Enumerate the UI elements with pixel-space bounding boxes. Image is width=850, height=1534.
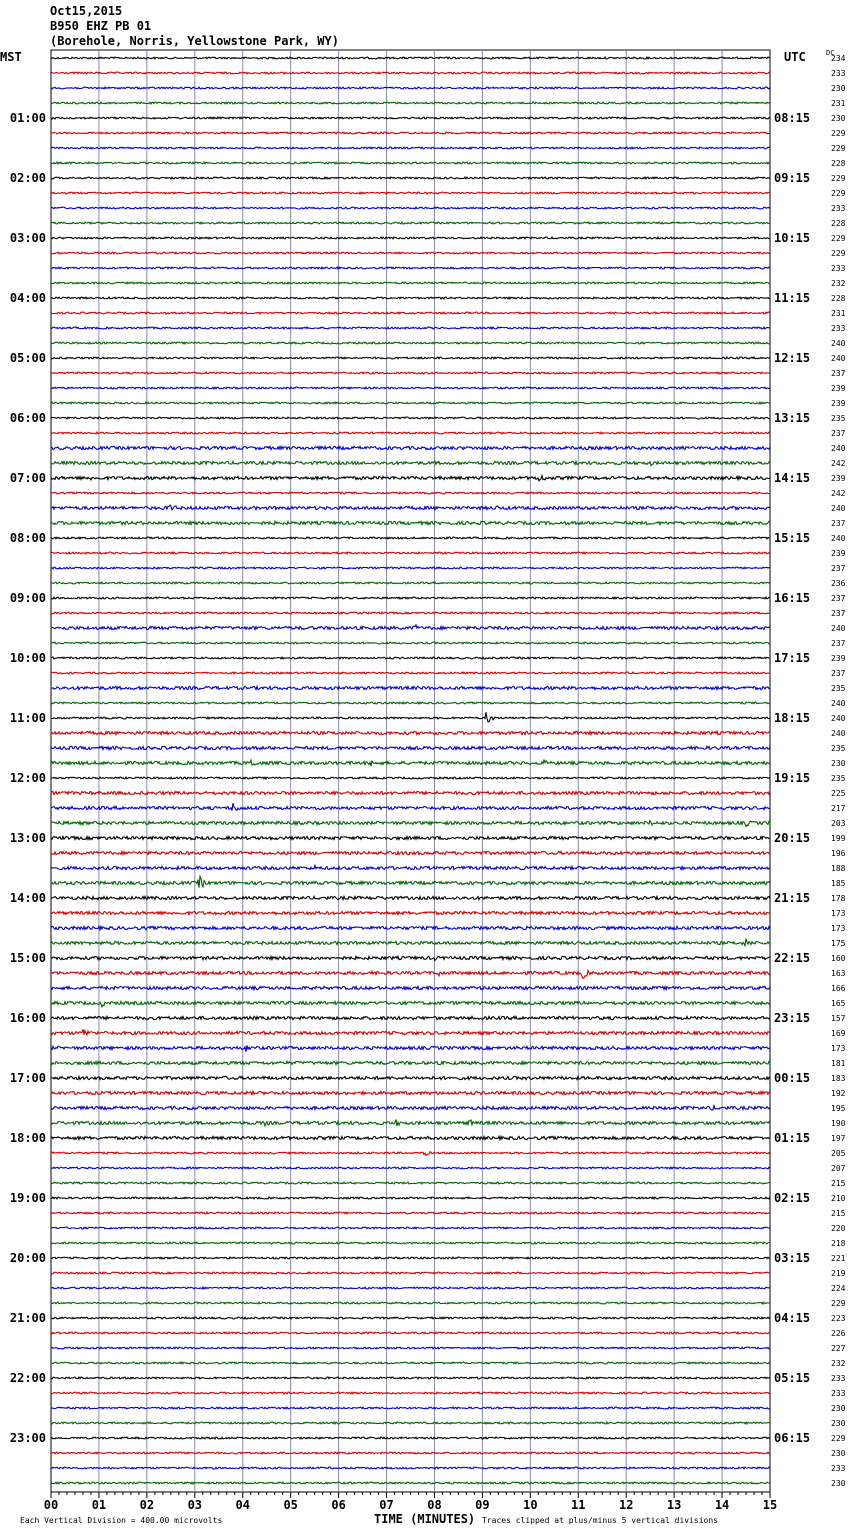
dc-offset-label: 239 xyxy=(831,549,846,558)
trace-line xyxy=(51,342,770,344)
dc-offset-label: 239 xyxy=(831,654,846,663)
dc-offset-label: 160 xyxy=(831,954,846,963)
mst-hour-label: 17:00 xyxy=(9,1071,46,1085)
trace-line xyxy=(51,866,770,870)
trace-line xyxy=(51,521,770,524)
dc-offset-label: 157 xyxy=(831,1014,846,1023)
dc-offset-label: 239 xyxy=(831,384,846,393)
trace-line xyxy=(51,672,770,674)
mst-hour-label: 14:00 xyxy=(9,891,46,905)
trace-line xyxy=(51,1422,770,1424)
mst-hour-label: 12:00 xyxy=(9,771,46,785)
dc-offset-label: 237 xyxy=(831,609,846,618)
trace-line xyxy=(51,1257,770,1259)
trace-line xyxy=(51,1482,770,1484)
x-tick-label: 15 xyxy=(762,1498,778,1512)
utc-hour-label: 16:15 xyxy=(774,591,811,605)
trace-line xyxy=(51,1362,770,1364)
trace-line xyxy=(51,1317,770,1319)
utc-hour-label: 20:15 xyxy=(774,831,811,845)
clipping-note: Traces clipped at plus/minus 5 vertical divisions xyxy=(482,1516,719,1525)
trace-line xyxy=(51,1106,770,1110)
dc-offset-label: 240 xyxy=(831,534,846,543)
mst-hour-label: 05:00 xyxy=(9,351,46,365)
trace-line xyxy=(51,760,770,766)
trace-line xyxy=(51,821,770,827)
utc-hour-label: 19:15 xyxy=(774,771,811,785)
trace-line xyxy=(51,851,770,854)
trace-line xyxy=(51,207,770,209)
trace-line xyxy=(51,297,770,299)
utc-hour-label: 00:15 xyxy=(774,1071,811,1085)
dc-offset-label: 188 xyxy=(831,864,846,873)
x-tick-label: 01 xyxy=(91,1498,107,1512)
dc-offset-label: 229 xyxy=(831,189,846,198)
utc-hour-label: 21:15 xyxy=(774,891,811,905)
vertical-division-note: Each Vertical Division = 400.00 microvolts xyxy=(20,1516,223,1525)
dc-offset-label: 229 xyxy=(831,174,846,183)
dc-offset-label: 239 xyxy=(831,399,846,408)
dc-offset-label: 223 xyxy=(831,1314,846,1323)
dc-offset-label: 233 xyxy=(831,1464,846,1473)
dc-offset-label: 233 xyxy=(831,1374,846,1383)
dc-offset-label: 237 xyxy=(831,369,846,378)
dc-offset-label: 233 xyxy=(831,264,846,273)
dc-offset-label: 233 xyxy=(831,1389,846,1398)
x-tick-label: 13 xyxy=(666,1498,682,1512)
mst-hour-label: 22:00 xyxy=(9,1371,46,1385)
utc-hour-label: 18:15 xyxy=(774,711,811,725)
dc-offset-label: 231 xyxy=(831,99,846,108)
dc-offset-label: 240 xyxy=(831,339,846,348)
plot-frame xyxy=(51,50,770,1492)
dc-offset-label: 240 xyxy=(831,444,846,453)
trace-line xyxy=(51,237,770,239)
mst-hour-label: 20:00 xyxy=(9,1251,46,1265)
dc-offset-label: 240 xyxy=(831,354,846,363)
dc-offset-label: 240 xyxy=(831,504,846,513)
trace-group xyxy=(51,57,770,1484)
dc-offset-label: 233 xyxy=(831,204,846,213)
trace-line xyxy=(51,911,770,914)
trace-line xyxy=(51,971,770,979)
trace-line xyxy=(51,72,770,74)
dc-offset-label: 221 xyxy=(831,1254,846,1263)
trace-line xyxy=(51,1407,770,1409)
x-axis-title: TIME (MINUTES) xyxy=(374,1512,476,1526)
trace-line xyxy=(51,357,770,359)
x-tick-label: 12 xyxy=(618,1498,634,1512)
trace-line xyxy=(51,147,770,149)
trace-line xyxy=(51,1182,770,1184)
x-tick-label: 09 xyxy=(475,1498,490,1512)
trace-line xyxy=(51,1197,770,1199)
dc-offset-label: 173 xyxy=(831,1044,846,1053)
dc-offset-label: 215 xyxy=(831,1179,846,1188)
trace-line xyxy=(51,222,770,224)
x-tick-label: 14 xyxy=(714,1498,730,1512)
trace-line xyxy=(51,625,770,630)
trace-line xyxy=(51,896,770,899)
mst-hour-label: 11:00 xyxy=(9,711,46,725)
utc-hour-label: 11:15 xyxy=(774,291,811,305)
dc-offset-label: 235 xyxy=(831,684,846,693)
x-tick-label: 08 xyxy=(427,1498,442,1512)
trace-line xyxy=(51,432,770,434)
utc-hour-label: 13:15 xyxy=(774,411,811,425)
trace-line xyxy=(51,939,770,946)
dc-offset-label: 228 xyxy=(831,294,846,303)
utc-hour-label: 02:15 xyxy=(774,1191,811,1205)
trace-line xyxy=(51,1119,770,1126)
dc-offset-label: 178 xyxy=(831,894,846,903)
mst-hour-label: 18:00 xyxy=(9,1131,46,1145)
mst-hour-label: 09:00 xyxy=(9,591,46,605)
dc-offset-label: 242 xyxy=(831,489,846,498)
trace-line xyxy=(51,505,770,510)
utc-hour-label: 23:15 xyxy=(774,1011,811,1025)
mst-hour-label: 23:00 xyxy=(9,1431,46,1445)
trace-line xyxy=(51,162,770,164)
dc-offset-label: 195 xyxy=(831,1104,846,1113)
trace-line xyxy=(51,1227,770,1229)
dc-offset-label: 229 xyxy=(831,1299,846,1308)
dc-offset-label: 228 xyxy=(831,159,846,168)
utc-hour-label: 12:15 xyxy=(774,351,811,365)
trace-line xyxy=(51,1302,770,1304)
trace-line xyxy=(51,1452,770,1454)
mst-hour-label: 10:00 xyxy=(9,651,46,665)
dc-offset-label: 185 xyxy=(831,879,846,888)
dc-offset-label: 215 xyxy=(831,1209,846,1218)
trace-line xyxy=(51,731,770,734)
chart-station: B950 EHZ PB 01 xyxy=(50,19,152,33)
dc-offset-label: 173 xyxy=(831,924,846,933)
trace-line xyxy=(51,1272,770,1274)
trace-line xyxy=(51,1347,770,1349)
trace-line xyxy=(51,1136,770,1139)
dc-offset-label: 199 xyxy=(831,834,846,843)
trace-line xyxy=(51,1076,770,1079)
dc-offset-label: 240 xyxy=(831,699,846,708)
dc-offset-label: 192 xyxy=(831,1089,846,1098)
dc-header-label: DC xyxy=(826,49,835,57)
trace-line xyxy=(51,312,770,314)
trace-line xyxy=(51,986,770,989)
dc-offset-label: 234 xyxy=(831,54,846,63)
utc-hour-label: 15:15 xyxy=(774,531,811,545)
utc-hour-label: 08:15 xyxy=(774,111,811,125)
trace-line xyxy=(51,1001,770,1006)
dc-offset-label: 190 xyxy=(831,1119,846,1128)
x-tick-label: 04 xyxy=(235,1498,250,1512)
dc-offset-label: 230 xyxy=(831,759,846,768)
dc-offset-label: 228 xyxy=(831,219,846,228)
x-tick-label: 07 xyxy=(379,1498,394,1512)
trace-line xyxy=(51,267,770,269)
utc-hour-label: 01:15 xyxy=(774,1131,811,1145)
utc-hour-label: 09:15 xyxy=(774,171,811,185)
trace-line xyxy=(51,537,770,539)
x-tick-label: 02 xyxy=(139,1498,155,1512)
mst-hour-label: 01:00 xyxy=(9,111,46,125)
mst-hour-label: 16:00 xyxy=(9,1011,46,1025)
dc-offset-label: 237 xyxy=(831,429,846,438)
dc-offset-label: 242 xyxy=(831,459,846,468)
dc-offset-label: 230 xyxy=(831,1404,846,1413)
dc-offset-label: 163 xyxy=(831,969,846,978)
trace-line xyxy=(51,461,770,465)
dc-offset-label: 237 xyxy=(831,639,846,648)
dc-offset-label: 230 xyxy=(831,114,846,123)
dc-offset-label: 227 xyxy=(831,1344,846,1353)
dc-offset-label: 183 xyxy=(831,1074,846,1083)
x-tick-label: 10 xyxy=(523,1498,538,1512)
dc-offset-label: 237 xyxy=(831,519,846,528)
dc-offset-label: 218 xyxy=(831,1239,846,1248)
trace-line xyxy=(51,1212,770,1214)
dc-offset-label: 165 xyxy=(831,999,846,1008)
dc-offset-label: 237 xyxy=(831,594,846,603)
dc-offset-label: 169 xyxy=(831,1029,846,1038)
dc-offset-label: 229 xyxy=(831,1434,846,1443)
mst-hour-label: 15:00 xyxy=(9,951,46,965)
dc-offset-label: 240 xyxy=(831,729,846,738)
mst-hour-label: 03:00 xyxy=(9,231,46,245)
trace-line xyxy=(51,192,770,194)
dc-offset-label: 175 xyxy=(831,939,846,948)
dc-offset-label: 240 xyxy=(831,624,846,633)
dc-offset-label: 210 xyxy=(831,1194,846,1203)
trace-line xyxy=(51,597,770,599)
dc-offset-label: 235 xyxy=(831,414,846,423)
dc-offset-label: 225 xyxy=(831,789,846,798)
dc-offset-label: 230 xyxy=(831,1419,846,1428)
utc-zone-label: UTC xyxy=(784,50,806,64)
trace-line xyxy=(51,1437,770,1439)
trace-line xyxy=(51,1377,770,1379)
trace-line xyxy=(51,1045,770,1051)
dc-offset-label: 229 xyxy=(831,129,846,138)
trace-line xyxy=(51,746,770,749)
mst-hour-label: 19:00 xyxy=(9,1191,46,1205)
trace-line xyxy=(51,836,770,839)
trace-line xyxy=(51,582,770,584)
x-tick-label: 00 xyxy=(43,1498,59,1512)
trace-line xyxy=(51,372,770,374)
mst-hour-label: 07:00 xyxy=(9,471,46,485)
dc-offset-label: 181 xyxy=(831,1059,846,1068)
trace-line xyxy=(51,327,770,329)
trace-line xyxy=(51,567,770,569)
trace-line xyxy=(51,791,770,794)
mst-hour-label: 13:00 xyxy=(9,831,46,845)
dc-offset-label: 233 xyxy=(831,69,846,78)
dc-offset-label: 240 xyxy=(831,714,846,723)
trace-line xyxy=(51,252,770,254)
dc-offset-label: 196 xyxy=(831,849,846,858)
dc-offset-label: 235 xyxy=(831,744,846,753)
dc-offset-label: 224 xyxy=(831,1284,846,1293)
trace-line xyxy=(51,1332,770,1334)
utc-hour-label: 22:15 xyxy=(774,951,811,965)
dc-offset-label: 236 xyxy=(831,579,846,588)
x-tick-label: 03 xyxy=(187,1498,203,1512)
mst-hour-label: 08:00 xyxy=(9,531,46,545)
mst-hour-label: 02:00 xyxy=(9,171,46,185)
trace-line xyxy=(51,476,770,481)
dc-offset-label: 220 xyxy=(831,1224,846,1233)
dc-offset-label: 235 xyxy=(831,774,846,783)
dc-offset-label: 237 xyxy=(831,669,846,678)
mst-hour-label: 21:00 xyxy=(9,1311,46,1325)
trace-line xyxy=(51,612,770,614)
dc-offset-label: 166 xyxy=(831,984,846,993)
trace-line xyxy=(51,1392,770,1394)
mst-hour-label: 04:00 xyxy=(9,291,46,305)
dc-offset-label: 229 xyxy=(831,144,846,153)
chart-location: (Borehole, Norris, Yellowstone Park, WY) xyxy=(50,34,339,48)
trace-line xyxy=(51,877,770,888)
trace-line xyxy=(51,657,770,659)
trace-line xyxy=(51,1091,770,1094)
utc-hour-label: 03:15 xyxy=(774,1251,811,1265)
trace-line xyxy=(51,57,770,59)
dc-offset-label: 217 xyxy=(831,804,846,813)
trace-line xyxy=(51,1061,770,1064)
trace-line xyxy=(51,1152,770,1156)
axis-labels xyxy=(0,49,846,1526)
trace-line xyxy=(51,1167,770,1169)
dc-offset-label: 226 xyxy=(831,1329,846,1338)
dc-offset-label: 232 xyxy=(831,1359,846,1368)
trace-line xyxy=(51,712,770,722)
utc-hour-label: 10:15 xyxy=(774,231,811,245)
utc-hour-label: 06:15 xyxy=(774,1431,811,1445)
trace-line xyxy=(51,702,770,704)
trace-line xyxy=(51,642,770,644)
dc-offset-label: 230 xyxy=(831,84,846,93)
dc-offset-label: 233 xyxy=(831,324,846,333)
trace-line xyxy=(51,117,770,119)
dc-offset-label: 229 xyxy=(831,234,846,243)
trace-line xyxy=(51,492,770,494)
trace-line xyxy=(51,1467,770,1469)
trace-line xyxy=(51,926,770,929)
dc-offset-label: 197 xyxy=(831,1134,846,1143)
trace-line xyxy=(51,387,770,389)
trace-line xyxy=(51,552,770,554)
trace-line xyxy=(51,446,770,449)
trace-line xyxy=(51,87,770,89)
mst-hour-label: 06:00 xyxy=(9,411,46,425)
dc-offset-label: 230 xyxy=(831,1449,846,1458)
trace-line xyxy=(51,1287,770,1289)
trace-line xyxy=(51,402,770,404)
chart-date: Oct15,2015 xyxy=(50,4,123,18)
x-tick-label: 05 xyxy=(283,1498,298,1512)
dc-offset-label: 203 xyxy=(831,819,846,828)
trace-line xyxy=(51,1016,770,1019)
utc-hour-label: 14:15 xyxy=(774,471,811,485)
trace-line xyxy=(51,102,770,104)
dc-offset-label: 219 xyxy=(831,1269,846,1278)
dc-offset-label: 231 xyxy=(831,309,846,318)
dc-offset-label: 232 xyxy=(831,279,846,288)
dc-offset-label: 230 xyxy=(831,1479,846,1488)
utc-hour-label: 05:15 xyxy=(774,1371,811,1385)
trace-line xyxy=(51,803,770,811)
dc-offset-label: 239 xyxy=(831,474,846,483)
trace-line xyxy=(51,686,770,689)
utc-hour-label: 04:15 xyxy=(774,1311,811,1325)
trace-line xyxy=(51,177,770,179)
dc-offset-label: 205 xyxy=(831,1149,846,1158)
x-tick-label: 11 xyxy=(571,1498,586,1512)
trace-line xyxy=(51,417,770,419)
trace-line xyxy=(51,1242,770,1244)
trace-line xyxy=(51,1029,770,1035)
mst-zone-label: MST xyxy=(0,50,22,64)
trace-line xyxy=(51,132,770,134)
trace-line xyxy=(51,282,770,284)
dc-offset-label: 173 xyxy=(831,909,846,918)
utc-hour-label: 17:15 xyxy=(774,651,811,665)
dc-offset-label: 237 xyxy=(831,564,846,573)
dc-offset-label: 229 xyxy=(831,249,846,258)
trace-line xyxy=(51,956,770,960)
trace-line xyxy=(51,777,770,779)
x-tick-label: 06 xyxy=(331,1498,346,1512)
dc-offset-label: 207 xyxy=(831,1164,846,1173)
